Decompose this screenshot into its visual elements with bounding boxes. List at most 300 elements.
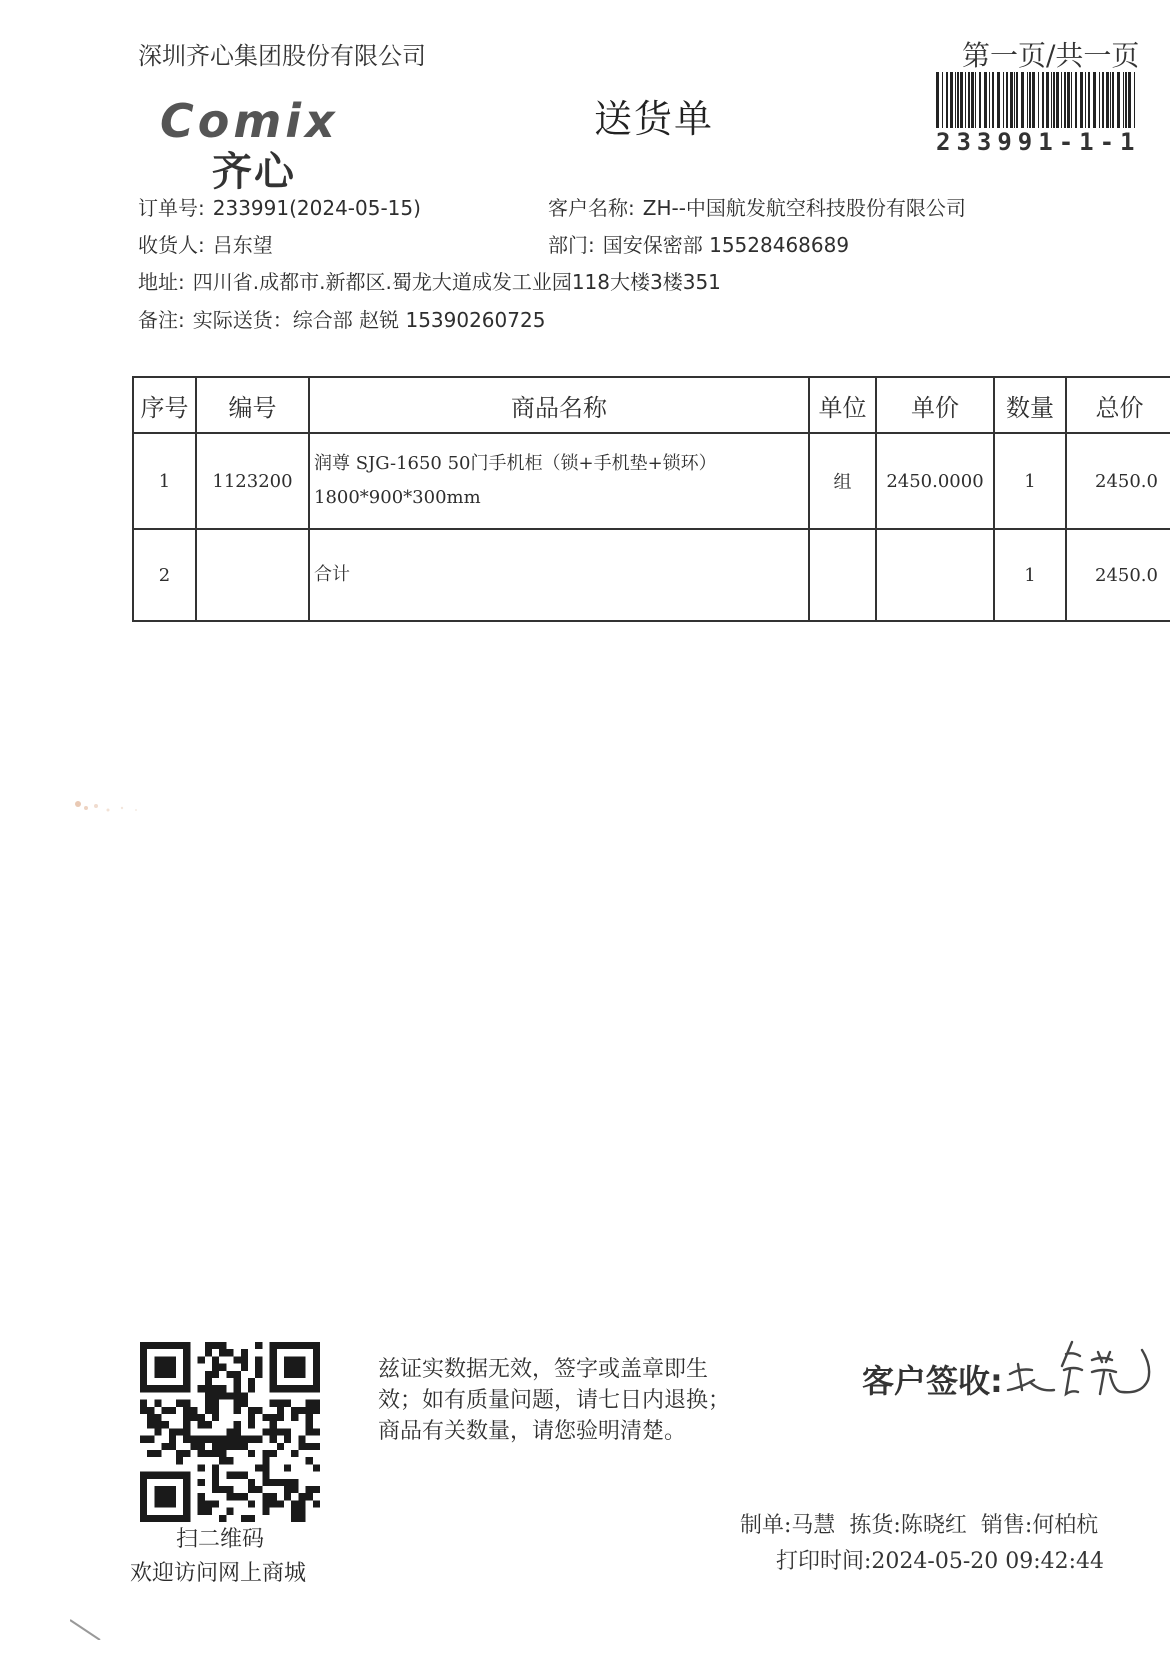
qr-module	[212, 1436, 219, 1443]
qr-module	[140, 1436, 147, 1443]
qr-module	[205, 1400, 212, 1407]
order-number-value: 233991(2024-05-15)	[212, 196, 421, 220]
notice-text	[378, 1354, 730, 1447]
barcode-bar	[1029, 72, 1031, 128]
order-number-field	[138, 192, 421, 221]
barcode-bar	[1075, 72, 1077, 128]
qr-module	[270, 1479, 277, 1486]
qr-module	[298, 1508, 305, 1515]
barcode-bar	[984, 72, 987, 128]
barcode-bar	[936, 72, 939, 128]
header-qty: 数量	[994, 377, 1066, 433]
qr-module	[298, 1500, 305, 1507]
barcode-bar	[1085, 72, 1086, 128]
barcode-bar	[1110, 72, 1111, 128]
qr-module	[183, 1428, 190, 1435]
qr-module	[234, 1356, 241, 1363]
qr-module	[226, 1457, 233, 1464]
barcode-bar	[1134, 72, 1135, 128]
barcode-bar	[1006, 72, 1008, 128]
barcode-bar	[1106, 72, 1109, 128]
qr-module	[226, 1493, 233, 1500]
table-row	[133, 433, 1170, 529]
barcode-bar	[1014, 72, 1015, 128]
qr-module	[212, 1479, 219, 1486]
qr-module	[212, 1407, 219, 1414]
qr-module	[140, 1407, 147, 1414]
qr-module	[270, 1414, 277, 1421]
cell-seq: 2	[133, 529, 196, 621]
qr-module	[198, 1500, 205, 1507]
qr-module	[234, 1436, 241, 1443]
barcode-bar	[1056, 72, 1059, 128]
qr-module	[262, 1472, 269, 1479]
qr-module	[212, 1356, 219, 1363]
receiver-value: 吕东望	[212, 233, 273, 257]
cell-code	[196, 529, 309, 621]
qr-module	[205, 1407, 212, 1414]
qr-caption-scan: 扫二维码	[176, 1527, 265, 1552]
address-field	[138, 266, 721, 295]
qr-module	[248, 1378, 255, 1385]
notice-line: 商品有关数量，请您验明清楚。	[378, 1419, 687, 1444]
barcode-bar	[946, 72, 948, 128]
print-time: 打印时间:2024-05-20 09:42:44	[776, 1549, 1105, 1574]
barcode-bar	[1021, 72, 1024, 128]
qr-module	[190, 1443, 197, 1450]
qr-module	[183, 1450, 190, 1457]
qr-module	[154, 1414, 161, 1421]
qr-module	[270, 1436, 277, 1443]
qr-module	[205, 1371, 212, 1378]
barcode-bar	[1117, 72, 1120, 128]
qr-module	[226, 1443, 233, 1450]
qr-module	[298, 1493, 305, 1500]
customer-field	[548, 192, 966, 221]
department-field	[548, 229, 849, 258]
qr-module	[219, 1349, 226, 1356]
notice-line: 兹证实数据无效，签字或盖章即生	[378, 1357, 709, 1382]
qr-module	[248, 1515, 255, 1522]
qr-module	[262, 1500, 269, 1507]
qr-module	[284, 1400, 291, 1407]
qr-module	[226, 1371, 233, 1378]
cell-price	[876, 529, 994, 621]
qr-module	[212, 1392, 219, 1399]
qr-module	[212, 1472, 219, 1479]
qr-module	[219, 1486, 226, 1493]
qr-module	[270, 1428, 277, 1435]
barcode-bar	[1125, 72, 1127, 128]
header-code: 编号	[196, 377, 309, 433]
barcode-bar	[971, 72, 974, 128]
barcode-bar	[1088, 72, 1090, 128]
barcode-bar	[1112, 72, 1114, 128]
qr-module	[298, 1515, 305, 1522]
qr-module	[248, 1479, 255, 1486]
qr-module	[255, 1407, 262, 1414]
qr-module	[306, 1443, 313, 1450]
qr-module	[270, 1421, 277, 1428]
item-name-line1: 润尊 SJG-1650 50门手机柜（锁+手机垫+锁环）	[314, 453, 717, 474]
qr-module	[248, 1407, 255, 1414]
receiver-label: 收货人:	[138, 233, 205, 257]
qr-module	[306, 1414, 313, 1421]
qr-module	[205, 1392, 212, 1399]
qr-module	[262, 1493, 269, 1500]
qr-caption-visit: 欢迎访问网上商城	[130, 1561, 307, 1586]
barcode-bar	[1102, 72, 1104, 128]
qr-module	[198, 1436, 205, 1443]
qr-module	[198, 1464, 205, 1471]
qr-module	[277, 1443, 284, 1450]
qr-module	[284, 1479, 291, 1486]
table-row	[133, 529, 1170, 621]
qr-module	[270, 1450, 277, 1457]
cell-name	[309, 433, 809, 529]
header-total: 总价	[1066, 377, 1170, 433]
qr-module	[234, 1428, 241, 1435]
cell-unit	[809, 529, 876, 621]
barcode-bar	[1061, 72, 1062, 128]
qr-module	[162, 1443, 169, 1450]
cell-total: 2450.0	[1066, 433, 1170, 529]
qr-module	[291, 1500, 298, 1507]
table-header-row	[133, 377, 1170, 433]
department-value: 国安保密部 15528468689	[602, 233, 850, 257]
qr-module	[241, 1443, 248, 1450]
qr-module	[234, 1472, 241, 1479]
qr-module	[306, 1400, 313, 1407]
qr-module	[212, 1443, 219, 1450]
qr-module	[255, 1342, 262, 1349]
barcode-bar	[955, 72, 956, 128]
qr-module	[306, 1457, 313, 1464]
qr-module	[190, 1414, 197, 1421]
qr-module	[219, 1443, 226, 1450]
qr-module	[277, 1414, 284, 1421]
address-label: 地址:	[138, 270, 185, 294]
cell-unit: 组	[809, 433, 876, 529]
staff-info	[740, 1508, 1098, 1539]
qr-module	[190, 1436, 197, 1443]
qr-module	[291, 1479, 298, 1486]
barcode-bar	[997, 72, 1000, 128]
qr-module	[162, 1407, 169, 1414]
comix-logo	[160, 94, 380, 195]
qr-module	[219, 1392, 226, 1399]
qr-module	[147, 1421, 154, 1428]
qr-module	[183, 1421, 190, 1428]
order-number-label: 订单号:	[138, 196, 205, 220]
page-indicator: 第一页/共一页	[962, 39, 1140, 72]
qr-module	[234, 1400, 241, 1407]
qr-module	[226, 1508, 233, 1515]
barcode-bar	[1051, 72, 1052, 128]
qr-module	[241, 1472, 248, 1479]
qr-module	[277, 1400, 284, 1407]
qr-module	[262, 1450, 269, 1457]
qr-module	[212, 1371, 219, 1378]
barcode-bar	[989, 72, 990, 128]
qr-module	[154, 1486, 176, 1508]
qr-module	[212, 1385, 219, 1392]
qr-module	[262, 1428, 269, 1435]
qr-module	[284, 1493, 291, 1500]
qr-module	[241, 1400, 248, 1407]
qr-module	[255, 1464, 262, 1471]
qr-module	[277, 1407, 284, 1414]
item-name-line2: 1800*900*300mm	[314, 487, 481, 508]
document-title: 送货单	[594, 97, 715, 141]
qr-module	[306, 1493, 313, 1500]
qr-module	[313, 1464, 320, 1471]
qr-module	[241, 1515, 248, 1522]
customer-label: 客户名称:	[548, 196, 635, 220]
notice-line: 效；如有质量问题，请七日内退换；	[378, 1388, 731, 1413]
qr-module	[270, 1400, 277, 1407]
qr-module	[248, 1385, 255, 1392]
qr-module	[212, 1464, 219, 1471]
qr-module	[255, 1436, 262, 1443]
qr-code	[140, 1342, 320, 1522]
barcode-bar	[1038, 72, 1039, 128]
qr-module	[212, 1342, 219, 1349]
qr-module	[306, 1407, 313, 1414]
barcode-bar	[968, 72, 970, 128]
qr-module	[270, 1500, 277, 1507]
qr-module	[226, 1392, 233, 1399]
qr-module	[183, 1400, 190, 1407]
qr-module	[219, 1342, 226, 1349]
qr-module	[291, 1407, 298, 1414]
header-unit: 单位	[809, 377, 876, 433]
address-value: 四川省.成都市.新都区.蜀龙大道成发工业园118大楼3楼351	[192, 270, 721, 294]
barcode-number: 233991-1-1	[936, 128, 1141, 156]
qr-module	[219, 1385, 226, 1392]
qr-module	[313, 1428, 320, 1435]
qr-module	[234, 1443, 241, 1450]
qr-module	[205, 1450, 212, 1457]
qr-module	[241, 1392, 248, 1399]
qr-module	[212, 1486, 219, 1493]
qr-module	[226, 1486, 233, 1493]
qr-module	[234, 1371, 241, 1378]
qr-module	[169, 1428, 176, 1435]
qr-module	[183, 1414, 190, 1421]
qr-module	[226, 1428, 233, 1435]
qr-module	[176, 1428, 183, 1435]
qr-module	[226, 1472, 233, 1479]
qr-module	[306, 1486, 313, 1493]
cell-price: 2450.0000	[876, 433, 994, 529]
cell-qty: 1	[994, 529, 1066, 621]
qr-module	[284, 1464, 291, 1471]
qr-module	[183, 1407, 190, 1414]
qr-module	[198, 1493, 205, 1500]
barcode-bar	[965, 72, 966, 128]
qr-module	[313, 1443, 320, 1450]
qr-module	[248, 1500, 255, 1507]
qr-module	[190, 1407, 197, 1414]
qr-module	[262, 1508, 269, 1515]
barcode-bar	[1003, 72, 1004, 128]
qr-module	[147, 1450, 154, 1457]
qr-module	[234, 1392, 241, 1399]
qr-module	[298, 1407, 305, 1414]
qr-module	[212, 1400, 219, 1407]
qr-module	[169, 1407, 176, 1414]
qr-module	[284, 1356, 306, 1378]
qr-module	[212, 1450, 219, 1457]
qr-module	[234, 1407, 241, 1414]
cell-seq: 1	[133, 433, 196, 529]
qr-module	[198, 1385, 205, 1392]
qr-module	[219, 1457, 226, 1464]
department-label: 部门:	[548, 233, 595, 257]
qr-module	[169, 1436, 176, 1443]
qr-module	[205, 1421, 212, 1428]
qr-module	[205, 1349, 212, 1356]
barcode-bar	[1046, 72, 1049, 128]
barcode-bar	[1128, 72, 1131, 128]
qr-module	[234, 1493, 241, 1500]
qr-module	[205, 1342, 212, 1349]
qr-module	[234, 1421, 241, 1428]
header-price: 单价	[876, 377, 994, 433]
barcode-bar	[1071, 72, 1072, 128]
qr-module	[147, 1407, 154, 1414]
qr-module	[306, 1421, 313, 1428]
page-corner-fold	[70, 1600, 110, 1640]
barcode-bar	[1016, 72, 1018, 128]
qr-module	[219, 1364, 226, 1371]
barcode-bar	[1067, 72, 1070, 128]
qr-module	[241, 1349, 248, 1356]
barcode-bar	[1099, 72, 1100, 128]
qr-module	[241, 1364, 248, 1371]
qr-module	[205, 1436, 212, 1443]
qr-module	[255, 1364, 262, 1371]
qr-module	[198, 1508, 205, 1515]
qr-module	[226, 1436, 233, 1443]
cell-qty: 1	[994, 433, 1066, 529]
qr-module	[313, 1486, 320, 1493]
qr-module	[198, 1450, 205, 1457]
header-seq: 序号	[133, 377, 196, 433]
barcode-bar	[1053, 72, 1055, 128]
cell-total: 2450.0	[1066, 529, 1170, 621]
qr-module	[147, 1436, 154, 1443]
qr-module	[298, 1436, 305, 1443]
qr-module	[277, 1479, 284, 1486]
qr-module	[212, 1364, 219, 1371]
remark-label: 备注:	[138, 308, 185, 332]
qr-module	[154, 1428, 161, 1435]
barcode-bar	[1064, 72, 1066, 128]
barcode-bar	[979, 72, 981, 128]
barcode-bar	[957, 72, 959, 128]
barcode-bar	[950, 72, 953, 128]
qr-module	[298, 1443, 305, 1450]
qr-module	[198, 1443, 205, 1450]
qr-module	[198, 1414, 205, 1421]
qr-module	[154, 1356, 176, 1378]
qr-module	[291, 1508, 298, 1515]
qr-module	[313, 1500, 320, 1507]
qr-module	[291, 1486, 298, 1493]
qr-module	[262, 1457, 269, 1464]
barcode-bar	[960, 72, 963, 128]
qr-module	[291, 1515, 298, 1522]
qr-module	[306, 1428, 313, 1435]
qr-module	[226, 1349, 233, 1356]
barcode-bar	[975, 72, 976, 128]
qr-module	[219, 1450, 226, 1457]
cell-code: 1123200	[196, 433, 309, 529]
qr-module	[248, 1414, 255, 1421]
header-name: 商品名称	[309, 377, 809, 433]
qr-module	[162, 1421, 169, 1428]
barcode-bar	[1123, 72, 1124, 128]
handwritten-signature	[1000, 1330, 1160, 1410]
qr-module	[291, 1450, 298, 1457]
barcode-bar	[1027, 72, 1028, 128]
qr-module	[313, 1407, 320, 1414]
qr-module	[255, 1486, 262, 1493]
qr-module	[176, 1400, 183, 1407]
qr-module	[270, 1493, 277, 1500]
qr-module	[154, 1400, 161, 1407]
qr-module	[255, 1356, 262, 1363]
customer-sign-label: 客户签收:	[862, 1362, 1003, 1400]
qr-module	[234, 1385, 241, 1392]
qr-module	[262, 1414, 269, 1421]
qr-module	[284, 1486, 291, 1493]
qr-module	[219, 1515, 226, 1522]
remark-value: 实际送货：综合部 赵锐 15390260725	[192, 308, 546, 332]
company-name: 深圳齐心集团股份有限公司	[138, 42, 426, 70]
qr-module	[284, 1436, 291, 1443]
qr-module	[212, 1500, 219, 1507]
qr-module	[219, 1436, 226, 1443]
qr-module	[154, 1450, 161, 1457]
barcode-bar	[1093, 72, 1096, 128]
qr-module	[183, 1436, 190, 1443]
qr-module	[212, 1414, 219, 1421]
qr-module	[205, 1385, 212, 1392]
barcode-bar	[1080, 72, 1083, 128]
qr-module	[241, 1493, 248, 1500]
logo-cn: 齐心	[212, 149, 296, 195]
qr-module	[198, 1421, 205, 1428]
qr-module	[255, 1371, 262, 1378]
barcode-bar	[942, 72, 943, 128]
staff-picker: 拣货:陈晓红	[849, 1513, 967, 1538]
qr-module	[198, 1356, 205, 1363]
logo-brand: Comix	[160, 94, 339, 148]
qr-module	[262, 1479, 269, 1486]
qr-module	[147, 1414, 154, 1421]
goods-table	[132, 376, 1170, 622]
customer-value: ZH--中国航发航空科技股份有限公司	[642, 196, 966, 220]
qr-module	[241, 1436, 248, 1443]
qr-module	[291, 1414, 298, 1421]
barcode-bar	[1042, 72, 1044, 128]
qr-module	[198, 1479, 205, 1486]
receiver-field	[138, 229, 273, 258]
barcode-bar	[1010, 72, 1013, 128]
